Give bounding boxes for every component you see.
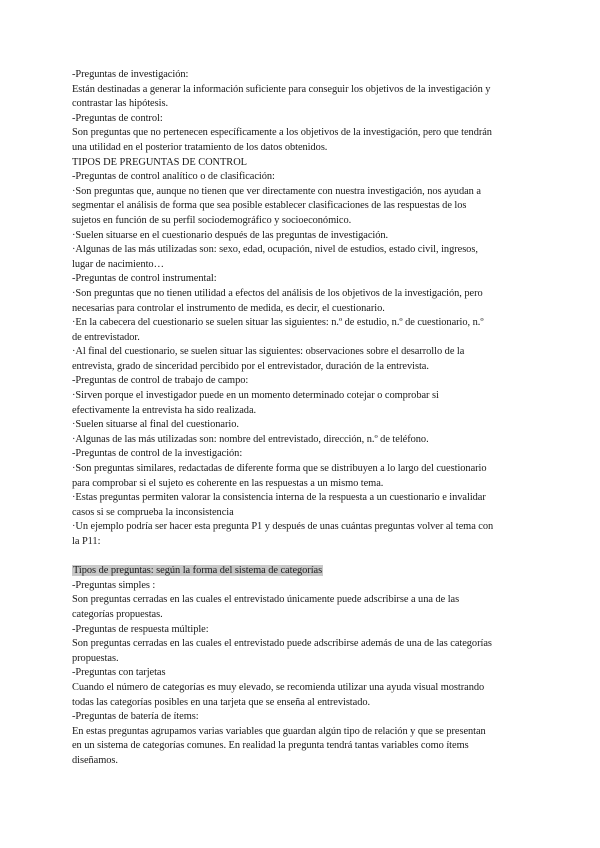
text-line: categorías propuestas.: [72, 608, 163, 620]
text-line: -Preguntas simples :: [72, 579, 156, 591]
text-line: una utilidad en el posterior tratamiento de los datos obtenidos.: [72, 141, 328, 153]
text-line: -Preguntas de control instrumental:: [72, 273, 217, 285]
text-line: efectivamente la entrevista ha sido realizada.: [72, 404, 257, 416]
text-line: para comprobar si el sujeto es coherente en las respuestas a un mismo tema.: [72, 477, 384, 489]
text-line: -Preguntas de control:: [72, 112, 163, 124]
text-line: ·Son preguntas similares, redactadas de diferente forma que se distribuyen a lo largo del cuestionario: [72, 463, 487, 475]
text-line: -Preguntas de batería de ítems:: [72, 711, 199, 723]
text-line: -Preguntas de control analítico o de clasificación:: [72, 171, 275, 183]
text-line: ·Un ejemplo podría ser hacer esta pregunta P1 y después de unas cuántas preguntas volver al tema con: [72, 521, 494, 533]
text-line: TIPOS DE PREGUNTAS DE CONTROL: [72, 156, 247, 168]
text-line: entrevista, grado de sinceridad percibido por el entrevistador, duración de la entrevista.: [72, 360, 429, 372]
text-line: ·Suelen situarse en el cuestionario después de las preguntas de investigación.: [72, 229, 389, 241]
text-line: diseñamos.: [72, 754, 118, 766]
text-line: -Preguntas de control de trabajo de campo:: [72, 375, 249, 387]
text-line: -Preguntas de respuesta múltiple:: [72, 623, 209, 635]
text-line: contrastar las hipótesis.: [72, 98, 168, 110]
section-heading-line: [72, 564, 530, 579]
text-line: ·Algunas de las más utilizadas son: sexo, edad, ocupación, nivel de estudios, estado civil, ingresos,: [72, 244, 478, 256]
text-line: ·Son preguntas que no tienen utilidad a efectos del análisis de los objetivos de la investigación, pero: [72, 287, 483, 299]
text-line: de entrevistador.: [72, 331, 140, 343]
text-line: En estas preguntas agrupamos varias variables que guardan algún tipo de relación y que se presentan: [72, 725, 486, 737]
text-block-question-types: [72, 579, 530, 769]
text-line: ·Sirven porque el investigador puede en un momento determinado cotejar o comprobar si: [72, 390, 439, 402]
text-line: ·Suelen situarse al final del cuestionario.: [72, 419, 239, 431]
text-line: propuestas.: [72, 652, 119, 664]
text-line: segmentar el análisis de forma que sea posible establecer clasificaciones de las respuestas de los: [72, 200, 467, 212]
text-line: todas las categorías posibles en una tarjeta que se enseña al entrevistado.: [72, 696, 371, 708]
text-line: -Preguntas de control de la investigación:: [72, 448, 243, 460]
text-line: casos si se comprueba la inconsistencia: [72, 506, 234, 518]
text-line: Son preguntas cerradas en las cuales el entrevistado puede adscribirse además de una de las categorías: [72, 638, 492, 650]
text-line: -Preguntas de investigación:: [72, 69, 189, 80]
text-line: Son preguntas cerradas en las cuales el entrevistado únicamente puede adscribirse a una de las: [72, 594, 460, 606]
text-line: lugar de nacimiento…: [72, 258, 164, 270]
text-line: necesarias para controlar el instrumento de medida, es decir, el cuestionario.: [72, 302, 385, 314]
text-line: sujetos en función de su perfil sociodemográfico y socioeconómico.: [72, 214, 352, 226]
text-line: ·Son preguntas que, aunque no tienen que ver directamente con nuestra investigación, nos ayudan a: [72, 185, 481, 197]
text-line: ·Al final del cuestionario, se suelen situar las siguientes: observaciones sobre el desarrollo de la: [72, 346, 465, 358]
text-line: -Preguntas con tarjetas: [72, 667, 166, 679]
text-line: Están destinadas a generar la información suficiente para conseguir los objetivos de la investigación y: [72, 83, 491, 95]
text-line: Cuando el número de categorías es muy elevado, se recomienda utilizar una ayuda visual mostrando: [72, 681, 485, 693]
text-line: ·Algunas de las más utilizadas son: nombre del entrevistado, dirección, n.º de teléfono.: [72, 433, 429, 445]
text-line: ·Estas preguntas permiten valorar la consistencia interna de la respuesta a un cuestionario e invalidar: [72, 492, 486, 504]
text-line: la P11:: [72, 536, 101, 547]
text-line: Son preguntas que no pertenecen específicamente a los objetivos de la investigación, pero que tendrán: [72, 127, 492, 139]
text-block-control-questions: [72, 68, 530, 550]
text-line: ·En la cabecera del cuestionario se suelen situar las siguientes: n.º de estudio, n.º de cuestionario, n.º: [72, 317, 484, 329]
text-line: en un sistema de categorías comunes. En realidad la pregunta tendrá tantas variables como ítems: [72, 740, 469, 752]
blank-line: [72, 550, 530, 565]
highlighted-section-heading: Tipos de preguntas: según la forma del sistema de categorías: [73, 565, 323, 577]
